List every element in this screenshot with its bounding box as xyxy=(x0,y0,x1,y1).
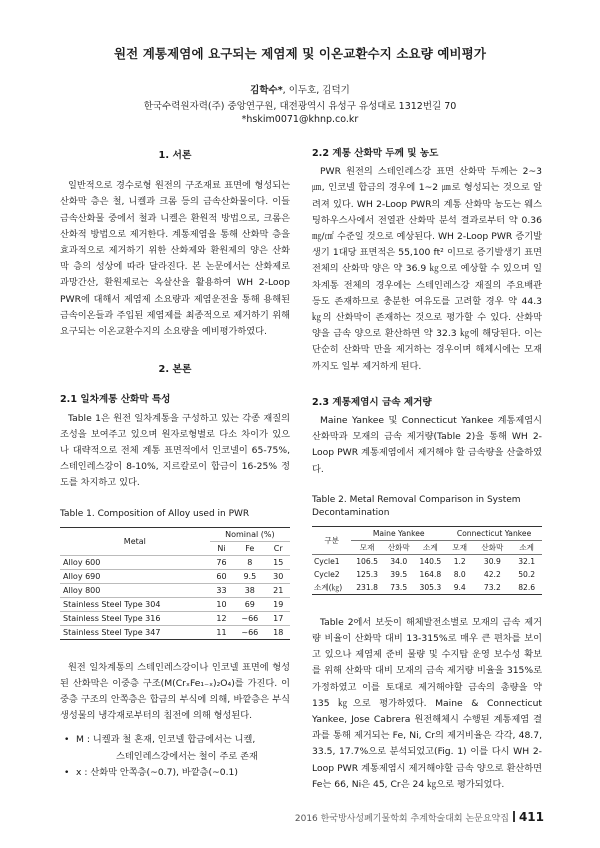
table-cell: ~66 xyxy=(233,611,266,625)
table1-ni-header: Ni xyxy=(210,541,234,555)
table-cell: 73.5 xyxy=(383,581,415,595)
list-item-text: x : 산화막 안쪽층(~0.7), 바깥층(~0.1) xyxy=(76,766,238,778)
page-footer xyxy=(0,810,544,824)
affiliation: 한국수력원자력(주) 중앙연구원, 대전광역시 유성구 유성대로 1312번길 70 xyxy=(143,101,457,112)
table-cell: 12 xyxy=(210,611,234,625)
table-cell: 11 xyxy=(210,625,234,639)
list-item-text: 스테인레스강에서는 철이 주로 존재 xyxy=(116,750,258,762)
table1-metal-header: Metal xyxy=(60,527,210,555)
table-cell: 소계(㎏) xyxy=(312,581,351,595)
table1-fe-header: Fe xyxy=(233,541,266,555)
table-cell: 1.2 xyxy=(446,554,473,568)
section-2-1-paragraph-2: 원전 일차계통의 스테인레스강이나 인코넬 표면에 형성된 산화막은 이중층 구조(M(CrₓFe₁₋ₓ)₂O₄)를 가진다. 이중층 구조의 안쪽층은 합금의 부식에 의해, 바깥층은 부식생성물의 냉각재로부터의 침전에 의해 형성된다. xyxy=(60,661,290,722)
left-column xyxy=(60,146,290,781)
table2-sub-header: 모재 xyxy=(359,542,375,552)
table1 xyxy=(60,527,290,640)
section-2-3-paragraph-2: Table 2에서 보듯이 해체발전소별로 모재의 금속 제거량 비율이 산화막 대비 13-315%로 매우 큰 편차를 보이고 있으나 제염제 준비 물량 및 수지탑 운영 보수성 확보를 위해 산화막 대비 모재의 금속 제거량 비율을 315%로 가정하였고 이를 토대로 제거해야할 금속의 총량을 약 135 ㎏으로 평가하였다. Maine & Connecticut Yankee, Jose Cabrera 원전해체시 수행된 계통제염 결과를 통해 제거되는 Fe, Ni, Cr의 제거비율은 각각, 48.7, 33.5, 17.7%으로 분석되었고(Fig. 1) 이를 다시 WH 2-Loop PWR 계통제염시 제거해야할 금속 양으로 환산하면 Fe는 66, Ni은 45, Cr은 24 ㎏으로 평가되었다. xyxy=(312,616,542,790)
table-cell: 15 xyxy=(266,555,290,569)
table-cell: 32.1 xyxy=(511,554,542,568)
body-heading: 2. 본론 xyxy=(158,364,192,376)
co-authors: , 이두호, 김덕기 xyxy=(282,85,350,96)
author-email[interactable]: *hskim0071@khnp.co.kr xyxy=(241,114,359,125)
table-row xyxy=(312,554,542,568)
table-cell: 76 xyxy=(210,555,234,569)
table-cell: 73.2 xyxy=(473,581,511,595)
intro-heading: 1. 서론 xyxy=(158,150,192,161)
table-cell: 106.5 xyxy=(351,554,382,568)
table2-sub-header: 소계 xyxy=(519,542,535,552)
table-row xyxy=(312,581,542,595)
table-row xyxy=(60,597,290,611)
table2-division-header: 구분 xyxy=(312,526,351,554)
table-cell: Stainless Steel Type 304 xyxy=(60,597,210,611)
intro-paragraph: 일반적으로 경수로형 원전의 구조재료 표면에 형성되는 산화막 층은 철, 니켈과 크롬 등의 금속산화물이다. 이들 금속산화물 중에서 철과 니켈은 환원적 방법으로, 크롬은 산화적 방법으로 제거한다. 계통제염을 통해 산화막 층을 효과적으로 제거하기 위한 산화제와 환원제의 양은 산화막 층의 성상에 따라 달라진다. 본 논문에서는 산화제로 과망간산, 환원제로는 옥살산을 활용하여 WH 2-Loop PWR에 대해서 제염제 소요량과 제염운전을 통해 용해된 금속이온들과 주입된 제염제를 최종적으로 제거하기 위해 요구되는 이온교환수지의 소요량을 예비평가하였다. xyxy=(60,180,290,338)
table-row xyxy=(312,568,542,581)
bullet-list xyxy=(60,732,290,781)
table-cell: 10 xyxy=(210,597,234,611)
table-cell: 39.5 xyxy=(390,569,408,579)
table2-sub-header: 모재 xyxy=(452,542,468,552)
table-cell: Alloy 600 xyxy=(60,555,210,569)
table-cell: 82.6 xyxy=(511,581,542,595)
table-cell: Cycle1 xyxy=(312,554,351,568)
section-2-3-paragraph: Maine Yankee 및 Connecticut Yankee 계통제염시 산화막과 모재의 금속 제거량(Table 2)을 통해 WH 2-Loop PWR 계통제염에서 제거해야 할 금속량을 산출하였다. xyxy=(312,415,542,475)
table-cell: 164.8 xyxy=(419,569,442,579)
table-cell: 34.0 xyxy=(383,554,415,568)
table2-sub-header: 산화막 xyxy=(387,542,410,552)
section-2-2-paragraph: PWR 원전의 스테인레스강 표면 산화막 두께는 2~3 ㎛, 인코넬 합금의 경우에 1~2 ㎛로 형성되는 것으로 알려져 있다. WH 2-Loop PWR의 계통 산화막 농도는 웨스팅하우스사에서 전열관 산화막 분석 결과로부터 약 0.36 ㎎/㎠ 수준일 것으로 예상된다. WH 2-Loop PWR 증기발생기 1대당 표면적은 55,100 ft² 이므로 증기발생기 표면 전체의 산화막 양은 약 36.9 ㎏으로 예상할 수 있으며 일차계통 전체의 경우에는 스테인레스강 재질의 주요배관 등도 존재하므로 충분한 여유도를 고려할 경우 약 44.3 ㎏의 산화막이 존재하는 것으로 평가할 수 있다. 산화막 양을 금속 양으로 환산하면 약 32.3 ㎏에 해당된다. 이는 단순히 산화막 만을 제거하는 경우이며 해체시에는 모재까지도 일부 제거하게 된다. xyxy=(312,166,542,372)
table-cell: 140.5 xyxy=(415,554,446,568)
table2-caption: Table 2. Metal Removal Comparison in System Decontamination xyxy=(312,494,521,518)
table-cell: 30.9 xyxy=(473,554,511,568)
section-2-3-heading: 2.3 계통제염시 금속 제거량 xyxy=(312,396,432,408)
table-cell: Stainless Steel Type 347 xyxy=(60,625,210,639)
table2-sub-header: 소계 xyxy=(423,542,438,552)
authors xyxy=(0,82,600,96)
table-row xyxy=(60,555,290,569)
table-cell: 17 xyxy=(266,611,290,625)
list-item xyxy=(60,765,290,781)
table2 xyxy=(312,526,542,595)
section-2-1-heading: 2.1 일차계통 산화막 특성 xyxy=(60,394,171,406)
table-cell: Alloy 690 xyxy=(60,569,210,583)
paper-title: 원전 계통제염에 요구되는 제염제 및 이온교환수지 소요량 예비평가 xyxy=(113,46,487,61)
section-2-2-heading: 2.2 계통 산화막 두께 및 농도 xyxy=(312,148,439,159)
table-cell: Cycle2 xyxy=(314,569,340,579)
table-cell: 33 xyxy=(210,583,234,597)
table-cell: 125.3 xyxy=(356,569,378,579)
table-cell: 21 xyxy=(266,583,290,597)
table-row xyxy=(60,625,290,639)
list-item-text: M : 니켈과 철 혼재, 인코넬 합금에서는 니켈, xyxy=(76,734,256,746)
lead-author: 김학수* xyxy=(250,85,283,96)
table1-cr-header: Cr xyxy=(266,541,290,555)
table-cell: 8.0 xyxy=(453,569,466,579)
table-row xyxy=(60,611,290,625)
list-item xyxy=(60,732,290,764)
table-cell: Stainless Steel Type 316 xyxy=(60,611,210,625)
table-cell: ~66 xyxy=(233,625,266,639)
table-row xyxy=(60,583,290,597)
table-cell: 9.5 xyxy=(233,569,266,583)
table-cell: 50.2 xyxy=(518,569,536,579)
table-cell: 231.8 xyxy=(351,581,382,595)
table1-nominal-header: Nominal (%) xyxy=(210,527,290,541)
footer-divider xyxy=(513,811,515,822)
table-cell: 69 xyxy=(233,597,266,611)
table-cell: 42.2 xyxy=(483,569,501,579)
table-cell: 18 xyxy=(266,625,290,639)
table1-caption: Table 1. Composition of Alloy used in PWR xyxy=(60,508,250,519)
table-cell: 19 xyxy=(266,597,290,611)
table-cell: 8 xyxy=(233,555,266,569)
table-cell: 9.4 xyxy=(446,581,473,595)
table2-sub-header: 산화막 xyxy=(481,542,504,552)
table-cell: Alloy 800 xyxy=(60,583,210,597)
footer-text: 2016 한국방사성폐기물학회 추계학술대회 논문요약집 xyxy=(294,814,509,824)
table-cell: 60 xyxy=(210,569,234,583)
table2-connecticut-header: Connecticut Yankee xyxy=(446,526,542,540)
section-2-1-paragraph: Table 1은 원전 일차계통을 구성하고 있는 각종 재질의 조성을 보여주고 있으며 원자로형별로 다소 차이가 있으나 대략적으로 전체 계통 표면적에서 인코넬이 65-75%, 스테인레스강이 8-10%, 지르칼로이 합금이 16-25% 정도를 차지하고 있다. xyxy=(60,412,290,489)
table-row xyxy=(60,569,290,583)
table2-maine-header: Maine Yankee xyxy=(351,526,446,540)
table-cell: 30 xyxy=(266,569,290,583)
page-number: 411 xyxy=(518,810,544,824)
table-cell: 305.3 xyxy=(415,581,446,595)
table-cell: 38 xyxy=(233,583,266,597)
right-column xyxy=(312,146,542,793)
